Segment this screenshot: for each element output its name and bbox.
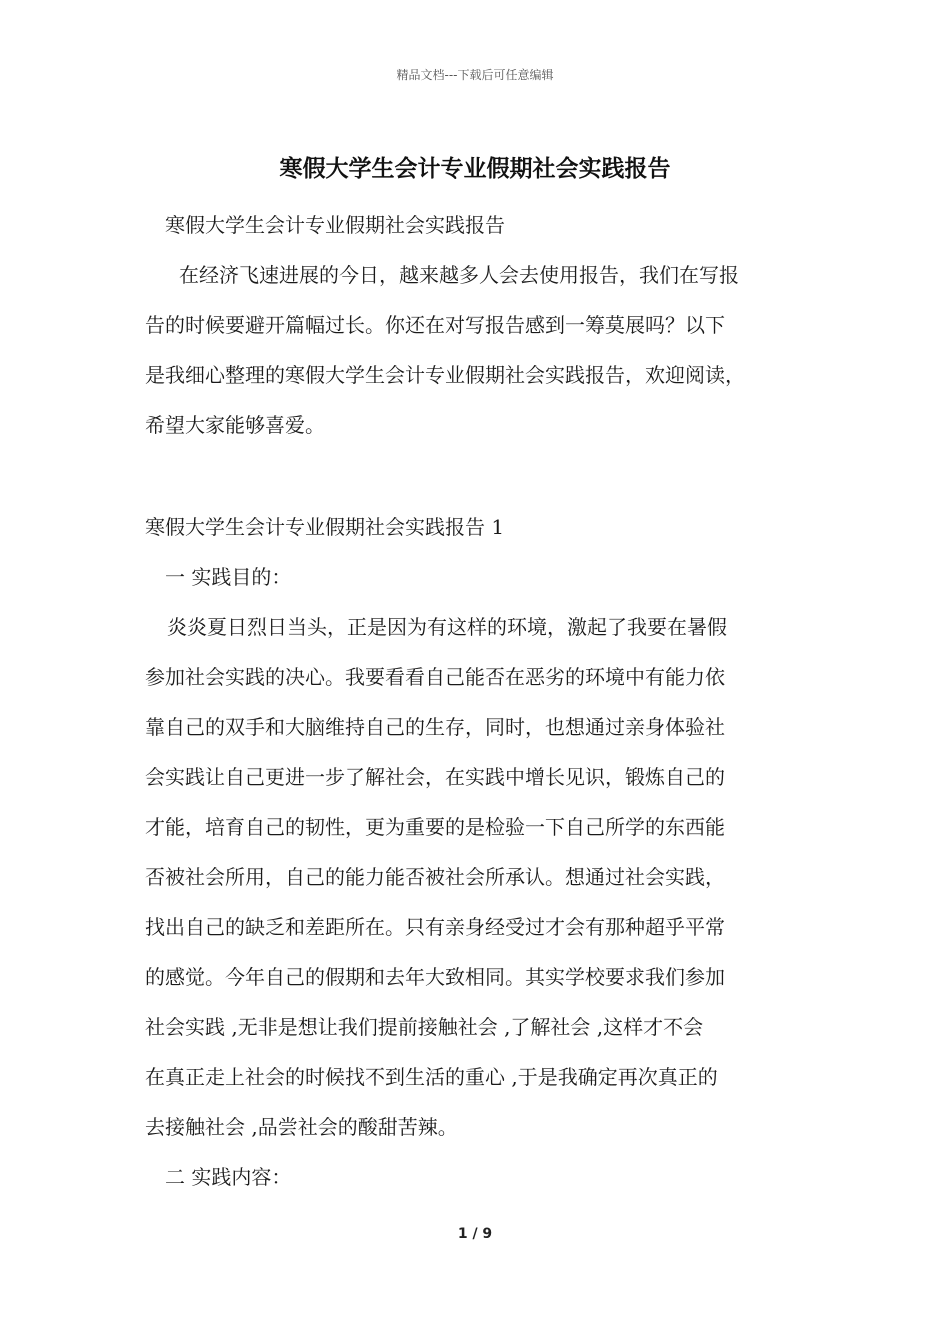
- heading-content: 二 实践内容：: [165, 1165, 292, 1189]
- paragraph-gap: [145, 450, 810, 502]
- document-subtitle: 寒假大学生会计专业假期社会实践报告: [165, 213, 505, 237]
- document-body: [145, 200, 810, 1202]
- purpose-line: 才能，培育自己的韧性，更为重要的是检验一下自己所学的东西能: [145, 815, 725, 839]
- intro-line: 在经济飞速进展的今日，越来越多人会去使用报告，我们在写报: [179, 263, 739, 287]
- page-number: 1 / 9: [457, 1226, 493, 1242]
- purpose-line: 否被社会所用，自己的能力能否被社会所承认。想通过社会实践，: [145, 865, 725, 889]
- purpose-line: 社会实践 ,无非是想让我们提前接触社会 ,了解社会 ,这样才不会: [145, 1015, 704, 1039]
- document-title: 寒假大学生会计专业假期社会实践报告: [279, 155, 671, 182]
- page-header: 精品文档---下载后可任意编辑: [396, 68, 554, 82]
- heading-purpose: 一 实践目的：: [165, 565, 292, 589]
- purpose-line: 找出自己的缺乏和差距所在。只有亲身经受过才会有那种超乎平常: [145, 915, 725, 939]
- intro-line: 告的时候要避开篇幅过长。你还在对写报告感到一筹莫展吗？以下: [145, 313, 725, 337]
- purpose-line: 的感觉。今年自己的假期和去年大致相同。其实学校要求我们参加: [145, 965, 725, 989]
- intro-line: 是我细心整理的寒假大学生会计专业假期社会实践报告，欢迎阅读，: [145, 363, 745, 387]
- purpose-line: 炎炎夏日烈日当头，正是因为有这样的环境，激起了我要在暑假: [167, 615, 727, 639]
- purpose-line: 靠自己的双手和大脑维持自己的生存，同时，也想通过亲身体验社: [145, 715, 725, 739]
- purpose-line: 参加社会实践的决心。我要看看自己能否在恶劣的环境中有能力依: [145, 665, 725, 689]
- purpose-line: 去接触社会 ,品尝社会的酸甜苦辣。: [145, 1115, 458, 1139]
- intro-line: 希望大家能够喜爱。: [145, 413, 325, 437]
- purpose-line: 会实践让自己更进一步了解社会，在实践中增长见识，锻炼自己的: [145, 765, 725, 789]
- purpose-line: 在真正走上社会的时候找不到生活的重心 ,于是我确定再次真正的: [145, 1065, 718, 1089]
- section-title: 寒假大学生会计专业假期社会实践报告 1: [145, 515, 505, 539]
